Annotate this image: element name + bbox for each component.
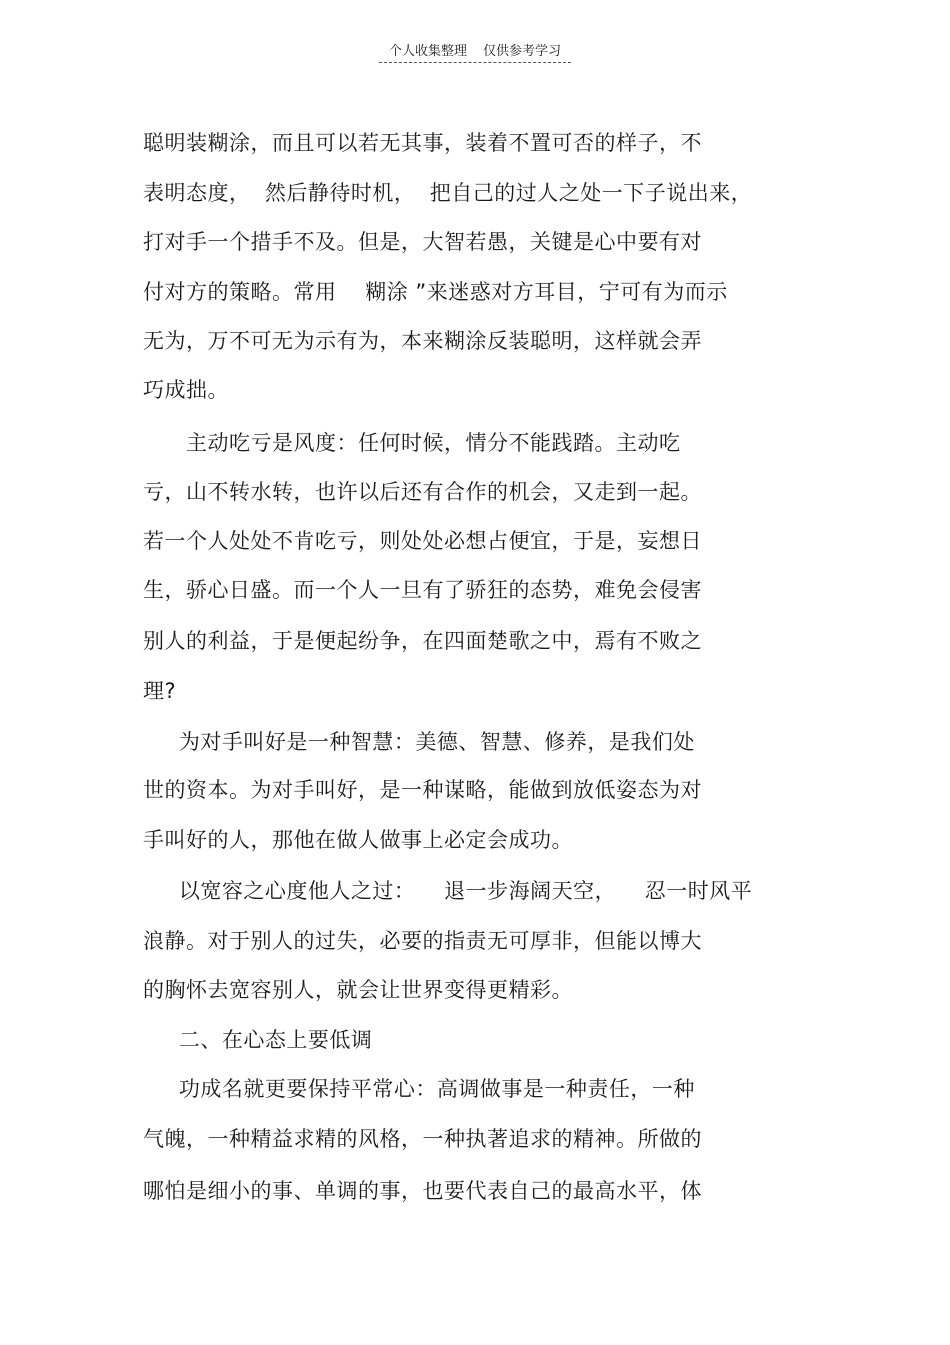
text-line: 为对手叫好是一种智慧：美德、智慧、修养，是我们处 (143, 730, 695, 754)
text-line: 表明态度， 然后静待时机， 把自己的过人之处一下子说出来， (143, 181, 753, 205)
text-line: 打对手一个措手不及。但是，大智若愚，关键是心中要有对 (143, 230, 702, 254)
text-line: 主动吃亏是风度：任何时候，情分不能践踏。主动吃 (143, 431, 681, 455)
header-right: 仅供参考学习 (483, 44, 562, 59)
section-heading: 二、在心态上要低调 (143, 1028, 373, 1052)
page-header (0, 40, 950, 63)
text-line: 的胸怀去宽容别人，就会让世界变得更精彩。 (143, 978, 573, 1002)
text-line: 气魄，一种精益求精的风格，一种执著追求的精神。所做的 (143, 1127, 702, 1151)
text-line: 若一个人处处不肯吃亏，则处处必想占便宜，于是，妄想日 (143, 529, 702, 553)
text-line: 无为，万不可无为示有为，本来糊涂反装聪明，这样就会弄 (143, 329, 702, 353)
text-line: 聪明装糊涂，而且可以若无其事，装着不置可否的样子，不 (143, 131, 702, 155)
text-line: 功成名就更要保持平常心：高调做事是一种责任，一种 (143, 1077, 695, 1101)
header-left: 个人收集整理 (388, 44, 467, 59)
text-line: 巧成拙。 (143, 378, 229, 402)
text-line: 生，骄心日盛。而一个人一旦有了骄狂的态势，难免会侵害 (143, 578, 702, 602)
text-line: 付对方的策略。常用 糊涂 ”来迷惑对方耳目，宁可有为而示 (143, 280, 728, 304)
header-text (379, 40, 571, 63)
text-line: 世的资本。为对手叫好，是一种谋略，能做到放低姿态为对 (143, 778, 702, 802)
text-line: 哪怕是细小的事、单调的事，也要代表自己的最高水平，体 (143, 1179, 702, 1203)
text-line: 别人的利益，于是便起纷争，在四面楚歌之中，焉有不败之 (143, 629, 702, 653)
text-line: 浪静。对于别人的过失，必要的指责无可厚非，但能以博大 (143, 929, 702, 953)
text-line: 以宽容之心度他人之过： 退一步海阔天空， 忍一时风平 (143, 879, 753, 903)
text-line: 理? (143, 679, 177, 703)
text-line: 亏，山不转水转，也许以后还有合作的机会，又走到一起。 (143, 480, 702, 504)
text-line: 手叫好的人，那他在做人做事上必定会成功。 (143, 828, 573, 852)
